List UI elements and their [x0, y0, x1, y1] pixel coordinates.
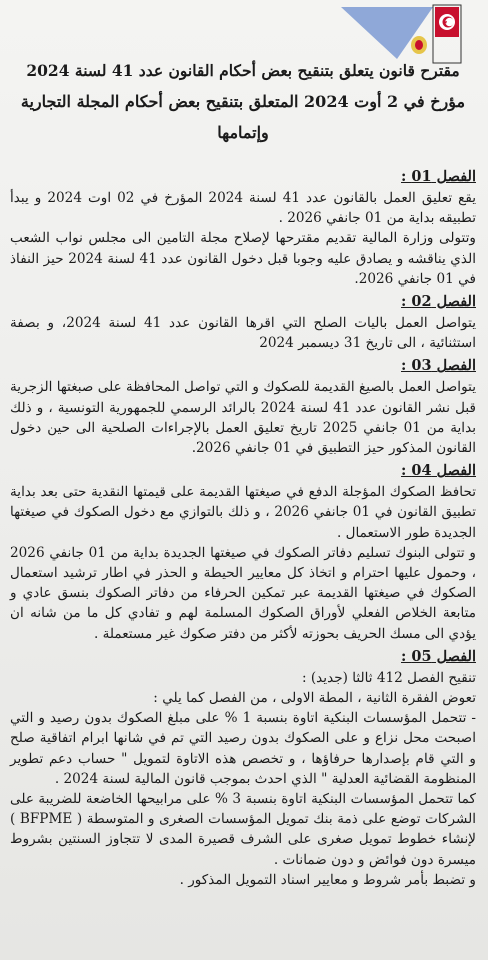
chapter-1-paragraph: يقع تعليق العمل بالقانون عدد 41 لسنة 2024 المؤرخ في 02 اوت 2024 و يبدأ تطبيقه بداية من 01 جانفي 2026 . [10, 190, 476, 227]
document-title-line2: مؤرخ في 2 أوت 2024 المتعلق بتنقيح بعض أحكام المجلة التجارية وإتمامها [20, 92, 466, 142]
chapter-5-paragraph: كما تتحمل المؤسسات البنكية اتاوة بنسبة 3 % على مرابيحها الخاضعة للضريبة على الشركات توضع على ذمة بنك تمويل المؤسسات الصغرى و المتوسطة ( BFPME ) لإنشاء خطوط تمويل صغرى على الشرف قصيرة المدى لا تتجاوز السنتين بشروط ميسرة دون فوائض و دون ضمانات . [10, 791, 477, 868]
chapter-3-paragraph: يتواصل العمل بالصيغ القديمة للصكوك و التي تواصل المحافظة على صبغتها الزجرية قبل نشر القانون عدد 41 لسنة 2024 بالرائد الرسمي للجمهورية التونسية ، و ذلك بداية من 01 جانفي 2025 تاريخ تعليق العمل بالإجراءات الصلحية الى حين دخول القانون المذكور حيز التطبيق في 01 جانفي 2026. [10, 379, 477, 457]
chapter-heading-3: الفصل 03 : [401, 357, 476, 375]
chapter-4-paragraph: و تتولى البنوك تسليم دفاتر الصكوك في صيغتها الجديدة بداية من 01 جانفي 2026 ، وحمول عليها احترام و اتخاذ كل معايير الحيطة و الحذر في اطار ترشيد استعمال الصكوك في صيغتها القديمة عبر تمكين الحرفاء من دفاتر الصكوك بنسق عادي و متابعة الخلاص الفعلي لأوراق الصكوك المسلمة لهم و تفادي كل ما من شانه ان يؤدي الى مسك الحريف بحوزته لأكثر من دفتر صكوك غير مستعملة . [10, 544, 476, 642]
chapter-5-paragraph: تعوض الفقرة الثانية ، المطة الاولى ، من الفصل كما يلي : [153, 690, 476, 707]
document-title-line1: مقترح قانون يتعلق بتنقيح بعض أحكام القانون عدد 41 لسنة 2024 [26, 61, 460, 80]
chapter-4-paragraph: تحافظ الصكوك المؤجلة الدفع في صيغتها القديمة على قيمتها النقدية حتى بعد بداية تطبيق القانون في 01 جانفي 2026 ، و ذلك بالتوازي مع دخول الصكوك في صيغتها الجديدة طور الاستعمال . [10, 484, 476, 541]
chapter-2-paragraph: يتواصل العمل باليات الصلح التي اقرها القانون عدد 41 لسنة 2024، و بصفة استثنائية ، الى تاريخ 31 ديسمبر 2024 [10, 315, 476, 352]
chapter-heading-5: الفصل 05 : [401, 647, 476, 665]
chapter-heading-4: الفصل 04 : [401, 462, 476, 480]
chapter-5-amendment-title: تنقيح الفصل 412 ثالثا (جديد) : [301, 669, 476, 686]
document-body [10, 164, 476, 890]
chapter-heading-2: الفصل 02 : [401, 293, 476, 311]
chapter-5-paragraph: - تتحمل المؤسسات البنكية اتاوة بنسبة 1 % على مبلغ الصكوك بدون رصيد و التي اصبحت محل نزاع و على الصكوك بدون رصيد التي تم في شانها ابرام اتفاقية صلح و التي قام بإصدارها حرفاؤها ، و تخصص هذه الاتاوة لتمويل " حساب دعم تطوير المنظومة القضائية العدلية " الذي احدث بموجب قانون المالية لسنة 2024 . [10, 710, 476, 787]
chapter-5-paragraph: و تضبط بأمر شروط و معايير اسناد التمويل المذكور . [179, 871, 476, 888]
chapter-1-paragraph: وتتولى وزارة المالية تقديم مقترحها لإصلاح مجلة التامين الى مجلس نواب الشعب الذي يناقشه و يصادق عليه وجوبا قبل دخول القانون عدد 41 لسنة 2024 حيز النفاذ في 01 جانفي 2026. [10, 230, 476, 287]
chapter-heading-1: الفصل 01 : [401, 168, 476, 185]
